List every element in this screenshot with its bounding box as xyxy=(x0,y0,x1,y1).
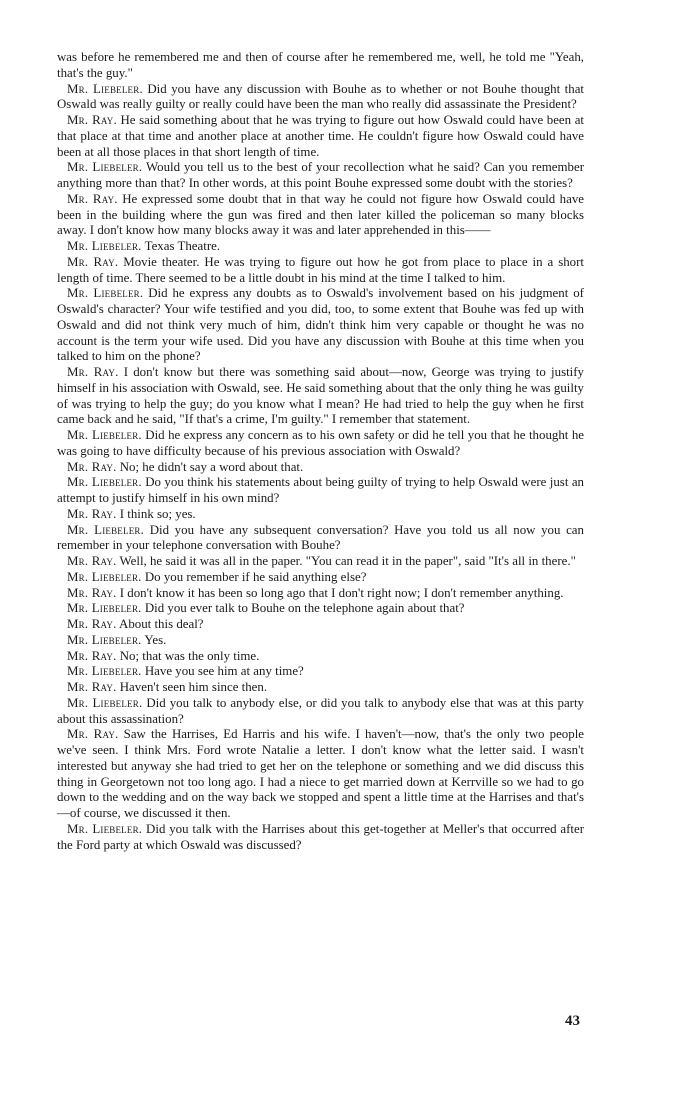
page-number: 43 xyxy=(565,1013,580,1029)
transcript-paragraph xyxy=(57,523,584,555)
transcript-paragraph xyxy=(57,255,584,287)
paragraph-text: Did you have any discussion with Bouhe as to whether or not Bouhe thought that Oswald was really guilty or really could have been the man who really did assassinate the President? xyxy=(57,81,584,112)
transcript-paragraph xyxy=(57,160,584,192)
paragraph-text: I don't know but there was something said about—now, George was trying to justify himself in his association with Oswald, see. He said something about that the only thing he was guilty of was trying to help the guy; do you know what I mean? He had tried to help the guy when he first came back and he said, "If that's a crime, I'm guilty." I remember that statement. xyxy=(57,365,584,427)
speaker-label: Mr. Ray. xyxy=(67,727,119,742)
transcript-paragraph xyxy=(57,570,584,586)
paragraph-text: No; that was the only time. xyxy=(119,648,260,663)
speaker-label: Mr. Ray. xyxy=(67,554,117,568)
transcript-paragraph xyxy=(57,649,584,665)
speaker-label: Mr. Ray. xyxy=(67,113,117,127)
transcript-paragraph xyxy=(57,601,584,617)
speaker-label: Mr. Ray. xyxy=(67,459,117,474)
speaker-label: Mr. Liebeler. xyxy=(67,81,143,96)
speaker-label: Mr. Ray. xyxy=(67,191,118,206)
paragraph-text: Have you see him at any time? xyxy=(144,664,304,679)
speaker-label: Mr. Liebeler. xyxy=(67,286,144,301)
transcript-paragraph xyxy=(57,286,584,365)
speaker-label: Mr. Liebeler. xyxy=(67,601,142,616)
transcript-body xyxy=(57,50,584,853)
speaker-label: Mr. Ray. xyxy=(67,254,119,269)
paragraph-text: He said something about that he was trying to figure out how Oswald could have been at that place at that time and another place at another time. He couldn't figure how Oswald could have been at all those places in that short length of time. xyxy=(57,113,584,159)
transcript-paragraph xyxy=(57,239,584,255)
transcript-paragraph xyxy=(57,633,584,649)
speaker-label: Mr. Ray. xyxy=(67,617,117,631)
paragraph-text: Would you tell us to the best of your recollection what he said? Can you remember anything more than that? In other words, at this point Bouhe expressed some doubt with the stories? xyxy=(57,160,584,190)
transcript-paragraph xyxy=(57,365,584,428)
transcript-paragraph xyxy=(57,554,584,570)
paragraph-text: Did he express any concern as to his own safety or did he tell you that he thought he was going to have difficulty because of his previous association with Oswald? xyxy=(57,428,584,458)
paragraph-text: Movie theater. He was trying to figure out how he got from place to place in a short length of time. There seemed to be a little doubt in his mind at the time I talked to him. xyxy=(57,254,584,285)
speaker-label: Mr. Liebeler. xyxy=(67,428,142,442)
transcript-paragraph xyxy=(57,460,584,476)
paragraph-text: Did he express any doubts as to Oswald's involvement based on his judgment of Oswald's character? Your wife testified and you did, too, to some extent that Bouhe was fed up with Oswald and did not think very much of him, didn't think him very capable or thought he was no account is the term your wife used. Did you have any discussion with Bouhe at this time when you talked to him on the phone? xyxy=(57,286,584,364)
paragraph-text: Texas Theatre. xyxy=(144,239,221,253)
transcript-paragraph xyxy=(57,617,584,633)
transcript-paragraph xyxy=(57,586,584,602)
speaker-label: Mr. Liebeler. xyxy=(67,522,145,537)
transcript-paragraph xyxy=(57,664,584,680)
transcript-paragraph xyxy=(57,507,584,523)
transcript-paragraph xyxy=(57,192,584,239)
transcript-paragraph xyxy=(57,113,584,160)
paragraph-text: Haven't seen him since then. xyxy=(119,680,268,694)
paragraph-text: No; he didn't say a word about that. xyxy=(119,459,304,474)
speaker-label: Mr. Ray. xyxy=(67,365,119,379)
paragraph-text: He expressed some doubt that in that way he could not figure how Oswald could have been in the building where the gun was fired and then later killed the policeman so many blocks away. I don't know how many blocks away it was and later apprehended in this—— xyxy=(57,191,584,238)
speaker-label: Mr. Ray. xyxy=(67,585,117,600)
transcript-paragraph xyxy=(57,428,584,460)
paragraph-text: Did you ever talk to Bouhe on the telephone again about that? xyxy=(144,601,465,616)
transcript-paragraph xyxy=(57,696,584,728)
paragraph-text: Yes. xyxy=(144,632,167,647)
paragraph-text: Did you have any subsequent conversation? Have you told us all now you can remember in your telephone conversation with Bouhe? xyxy=(57,522,584,553)
paragraph-text: Saw the Harrises, Ed Harris and his wife. I haven't—now, that's the only two people we've seen. I think Mrs. Ford wrote Natalie a letter. I don't know what the letter said. I wasn't interested but anyway she had tried to get her on the telephone or something and we did discuss this thing in Georgetown not too long ago. I had a niece to get married down at Kerrville so we had to go down to the wedding and on the way back we stopped and spent a little time at the Harrises and that's—of course, we discussed it then. xyxy=(57,727,584,820)
paragraph-text: About this deal? xyxy=(119,617,204,631)
speaker-label: Mr. Liebeler. xyxy=(67,160,143,175)
speaker-label: Mr. Ray. xyxy=(67,506,117,521)
transcript-paragraph xyxy=(57,680,584,696)
paragraph-text: Well, he said it was all in the paper. "You can read it in the paper", said "It's all in there." xyxy=(119,554,576,568)
speaker-label: Mr. Ray. xyxy=(67,648,117,663)
paragraph-text: I think so; yes. xyxy=(119,506,196,521)
paragraph-text: Do you think his statements about being guilty of trying to help Oswald were just an attempt to justify himself in his own mind? xyxy=(57,475,584,505)
transcript-paragraph xyxy=(57,822,584,854)
paragraph-text: Do you remember if he said anything else? xyxy=(144,569,367,584)
transcript-paragraph xyxy=(57,475,584,507)
speaker-label: Mr. Liebeler. xyxy=(67,569,142,584)
speaker-label: Mr. Liebeler. xyxy=(67,632,142,647)
paragraph-text: Did you talk to anybody else, or did you talk to anybody else that was at this party about this assassination? xyxy=(57,695,584,726)
speaker-label: Mr. Liebeler. xyxy=(67,695,143,710)
speaker-label: Mr. Liebeler. xyxy=(67,475,142,490)
speaker-label: Mr. Ray. xyxy=(67,680,117,694)
speaker-label: Mr. Liebeler. xyxy=(67,821,143,836)
speaker-label: Mr. Liebeler. xyxy=(67,239,142,253)
transcript-paragraph xyxy=(57,727,584,822)
paragraph-text: was before he remembered me and then of course after he remembered me, well, he told me "Yeah, that's the guy." xyxy=(57,50,584,80)
paragraph-text: I don't know it has been so long ago that I don't right now; I don't remember anything. xyxy=(119,585,564,600)
speaker-label: Mr. Liebeler. xyxy=(67,664,142,679)
transcript-paragraph xyxy=(57,50,584,82)
paragraph-text: Did you talk with the Harrises about this get-together at Meller's that occurred after the Ford party at which Oswald was discussed? xyxy=(57,821,584,852)
transcript-paragraph xyxy=(57,82,584,114)
